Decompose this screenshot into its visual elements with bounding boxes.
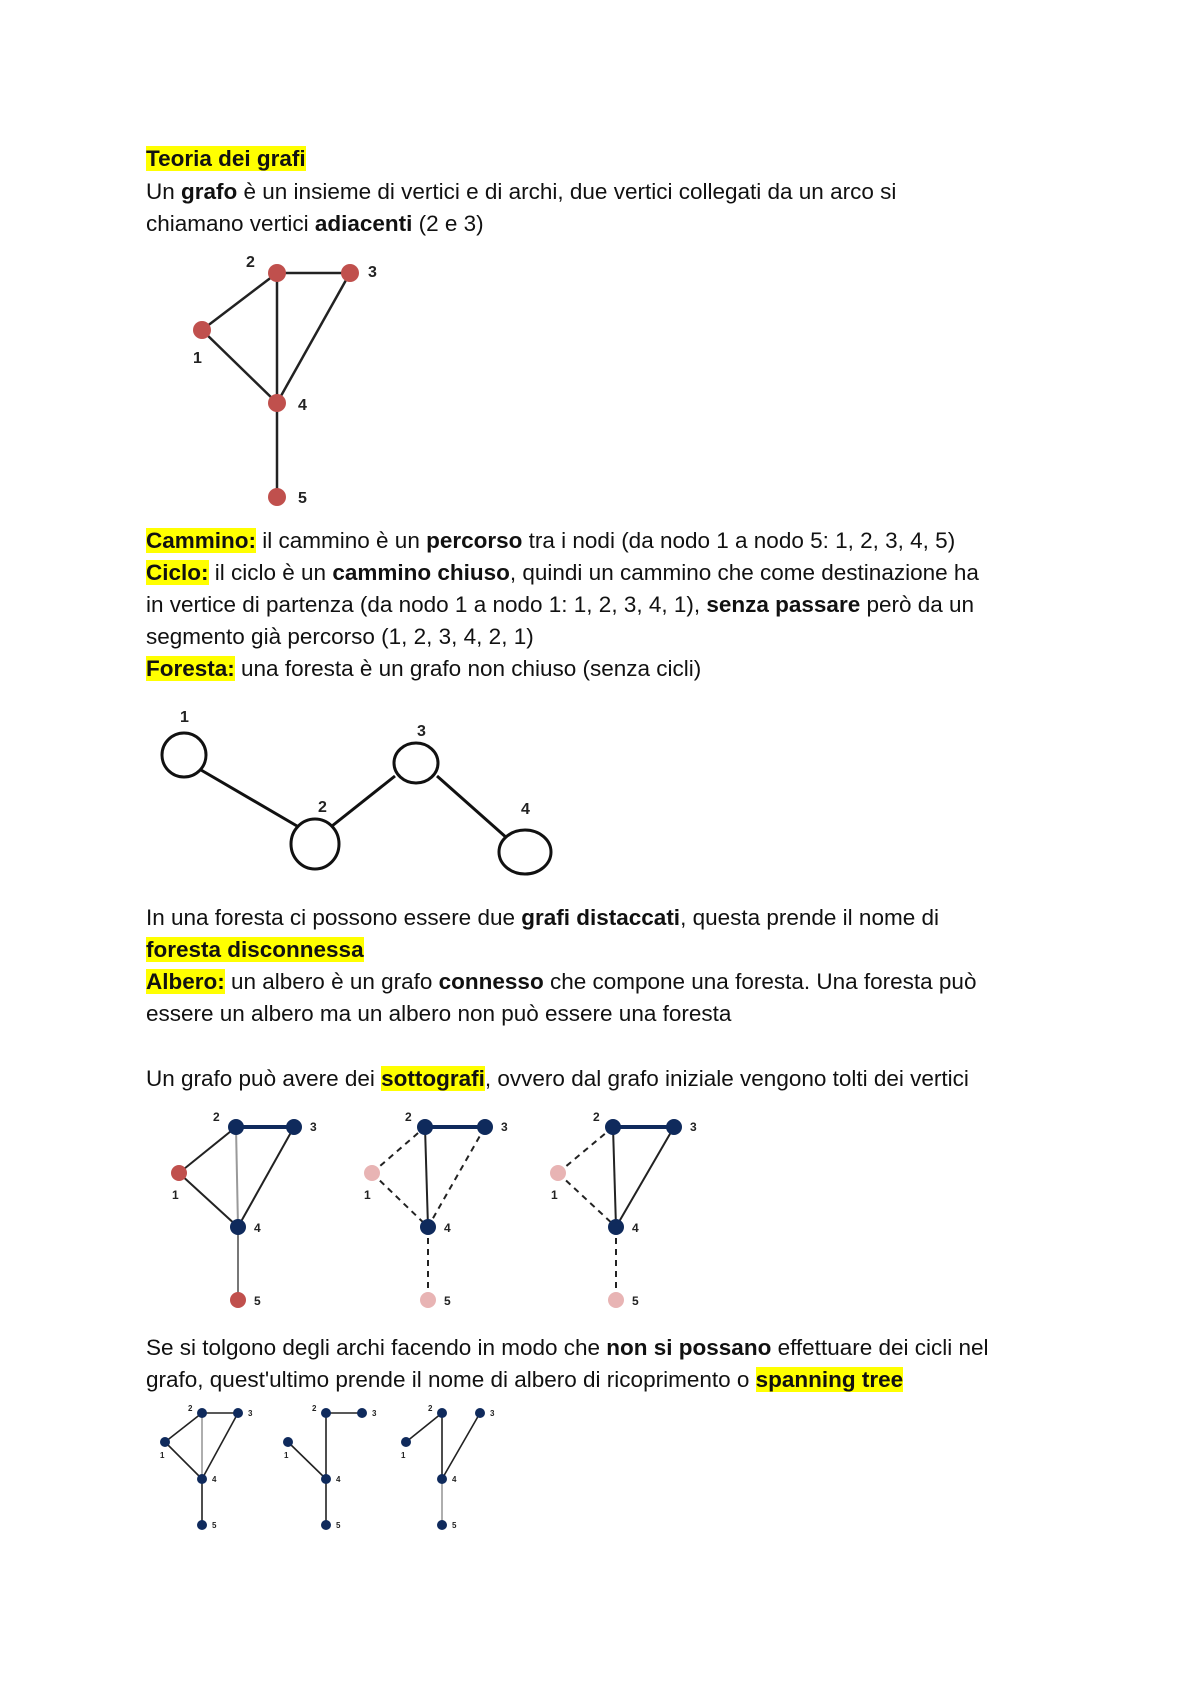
node-label-4: 4: [444, 1221, 451, 1235]
text: segmento già percorso (1, 2, 3, 4, 2, 1): [146, 624, 534, 649]
node-label-2: 2: [213, 1110, 220, 1124]
grafo-definition-line-2: [146, 208, 484, 240]
text: tra i nodi (da nodo 1 a nodo 5: 1, 2, 3, 4, 5): [522, 528, 956, 553]
node-2: [228, 1119, 244, 1135]
node-2: [268, 264, 286, 282]
edge-1-4: [372, 1173, 428, 1227]
edge-2-4: [425, 1127, 428, 1227]
text: una foresta è un grafo non chiuso (senza cicli): [234, 656, 702, 681]
node-4: [608, 1219, 624, 1235]
subgraph-a: [171, 1110, 317, 1308]
forest-diagram: [0, 700, 600, 880]
node-3: [666, 1119, 682, 1135]
term-adiacenti: adiacenti: [314, 211, 413, 236]
foresta-line: [146, 653, 701, 685]
node-label-5: 5: [444, 1294, 451, 1308]
node-3: [341, 264, 359, 282]
edge-1-2: [201, 770, 297, 826]
node-label-4: 4: [521, 801, 530, 818]
albero-line-2: [146, 998, 731, 1030]
node-4: [499, 830, 551, 874]
term-grafi-distaccati: grafi distaccati: [521, 905, 681, 930]
node-label-2: 2: [246, 254, 255, 271]
node-label-3: 3: [690, 1120, 697, 1134]
node-label-3: 3: [490, 1409, 495, 1418]
edge-3-4: [442, 1413, 480, 1479]
edge-1-2: [558, 1127, 613, 1173]
term-cammino: Cammino:: [146, 528, 257, 553]
node-label-2: 2: [188, 1404, 193, 1413]
sottografi-line: [146, 1063, 969, 1095]
text: Un: [146, 179, 182, 204]
node-2: [417, 1119, 433, 1135]
edge-1-2: [202, 273, 277, 330]
text: il ciclo è un: [208, 560, 333, 585]
node-label-1: 1: [172, 1188, 179, 1202]
graph-diagram-1: [0, 245, 420, 515]
node-label-2: 2: [405, 1110, 412, 1124]
ciclo-line-3: [146, 621, 534, 653]
edge-2-4: [236, 1127, 238, 1227]
node-2: [291, 819, 339, 869]
text: è un insieme di vertici e di archi, due vertici collegati da un arco si: [237, 179, 897, 204]
edge-1-2: [179, 1127, 236, 1173]
node-label-1: 1: [401, 1451, 406, 1460]
node-1: [162, 733, 206, 777]
term-albero: Albero:: [146, 969, 225, 994]
node-label-4: 4: [298, 397, 307, 414]
node-4: [268, 394, 286, 412]
node-label-1: 1: [551, 1188, 558, 1202]
node-2: [197, 1408, 207, 1418]
node-5: [230, 1292, 246, 1308]
term-foresta-disconnessa: foresta disconnessa: [146, 937, 364, 962]
grafo-definition-line-1: [146, 176, 896, 208]
text: Un grafo può avere dei: [146, 1066, 382, 1091]
edge-1-2: [372, 1127, 425, 1173]
text: effettuare dei cicli nel: [771, 1335, 989, 1360]
edge-1-4: [288, 1442, 326, 1479]
node-2: [437, 1408, 447, 1418]
node-3: [475, 1408, 485, 1418]
node-1: [550, 1165, 566, 1181]
text: un albero è un grafo: [224, 969, 439, 994]
edge-1-4: [165, 1442, 202, 1479]
edge-1-4: [202, 330, 277, 403]
node-5: [321, 1520, 331, 1530]
node-label-4: 4: [254, 1221, 261, 1235]
node-5: [420, 1292, 436, 1308]
node-3: [394, 743, 438, 783]
node-label-1: 1: [193, 350, 202, 367]
text: il cammino è un: [256, 528, 427, 553]
node-1: [401, 1437, 411, 1447]
spanning-tree-c: [401, 1404, 495, 1530]
node-label-2: 2: [318, 799, 327, 816]
node-label-5: 5: [632, 1294, 639, 1308]
node-label-5: 5: [212, 1521, 217, 1530]
spanning-tree-b: [283, 1404, 377, 1530]
node-1: [364, 1165, 380, 1181]
node-label-3: 3: [417, 723, 426, 740]
node-4: [197, 1474, 207, 1484]
edge-1-4: [179, 1173, 238, 1227]
node-label-5: 5: [254, 1294, 261, 1308]
node-2: [605, 1119, 621, 1135]
term-ciclo: Ciclo:: [146, 560, 209, 585]
node-label-4: 4: [452, 1475, 457, 1484]
node-1: [193, 321, 211, 339]
node-label-3: 3: [501, 1120, 508, 1134]
node-4: [230, 1219, 246, 1235]
edge-3-4: [616, 1127, 674, 1227]
term-grafo: grafo: [181, 179, 238, 204]
node-1: [171, 1165, 187, 1181]
text: chiamano vertici: [146, 211, 315, 236]
subgraph-diagrams: [0, 1100, 760, 1320]
node-label-2: 2: [312, 1404, 317, 1413]
node-5: [268, 488, 286, 506]
text: in vertice di partenza (da nodo 1 a nodo 1: 1, 2, 3, 4, 1),: [146, 592, 707, 617]
cammino-line: [146, 525, 955, 557]
node-4: [420, 1219, 436, 1235]
node-4: [437, 1474, 447, 1484]
term-connesso: connesso: [438, 969, 544, 994]
albero-line-1: [146, 966, 976, 998]
node-2: [321, 1408, 331, 1418]
edge-1-4: [558, 1173, 616, 1227]
text: In una foresta ci possono essere due: [146, 905, 522, 930]
node-3: [286, 1119, 302, 1135]
spanning-line-1: [146, 1332, 989, 1364]
node-label-2: 2: [593, 1110, 600, 1124]
title-line: [146, 143, 306, 175]
node-5: [608, 1292, 624, 1308]
edge-3-4: [428, 1127, 485, 1227]
term-spanning-tree: spanning tree: [755, 1367, 904, 1392]
edge-3-4: [277, 273, 350, 403]
node-1: [283, 1437, 293, 1447]
page-title: Teoria dei grafi: [146, 146, 306, 171]
text: essere un albero ma un albero non può essere una foresta: [146, 1001, 732, 1026]
term-senza-passare: senza passare: [706, 592, 861, 617]
node-label-3: 3: [368, 264, 377, 281]
text: , questa prende il nome di: [680, 905, 939, 930]
edge-3-4: [202, 1413, 238, 1479]
node-label-5: 5: [298, 490, 307, 507]
term-cammino-chiuso: cammino chiuso: [332, 560, 510, 585]
edge-1-2: [406, 1413, 442, 1442]
node-label-5: 5: [452, 1521, 457, 1530]
term-sottografi: sottografi: [381, 1066, 485, 1091]
node-3: [357, 1408, 367, 1418]
node-5: [437, 1520, 447, 1530]
node-label-3: 3: [310, 1120, 317, 1134]
text: Se si tolgono degli archi facendo in modo che: [146, 1335, 607, 1360]
foresta-disconnessa-line-2: [146, 934, 364, 966]
node-3: [233, 1408, 243, 1418]
text: , quindi un cammino che come destinazione ha: [509, 560, 979, 585]
node-label-3: 3: [248, 1409, 253, 1418]
text: grafo, quest'ultimo prende il nome di albero di ricoprimento o: [146, 1367, 756, 1392]
node-label-5: 5: [336, 1521, 341, 1530]
text: , ovvero dal grafo iniziale vengono tolti dei vertici: [484, 1066, 969, 1091]
term-foresta: Foresta:: [146, 656, 235, 681]
term-non-si-possano: non si possano: [606, 1335, 772, 1360]
node-label-4: 4: [336, 1475, 341, 1484]
node-label-1: 1: [364, 1188, 371, 1202]
edge-2-3: [332, 776, 395, 826]
ciclo-line-1: [146, 557, 979, 589]
node-5: [197, 1520, 207, 1530]
foresta-disconnessa-line-1: [146, 902, 939, 934]
edge-2-4: [613, 1127, 616, 1227]
node-label-4: 4: [212, 1475, 217, 1484]
edge-3-4: [238, 1127, 294, 1227]
text: però da un: [860, 592, 975, 617]
subgraph-b: [364, 1110, 508, 1308]
edge-3-4: [437, 776, 508, 839]
spanning-line-2: [146, 1364, 903, 1396]
node-label-4: 4: [632, 1221, 639, 1235]
spanning-tree-a: [160, 1404, 253, 1530]
text: che compone una foresta. Una foresta può: [543, 969, 977, 994]
node-label-1: 1: [160, 1451, 165, 1460]
node-label-1: 1: [180, 709, 189, 726]
ciclo-line-2: [146, 589, 974, 621]
node-label-2: 2: [428, 1404, 433, 1413]
spanning-tree-diagrams: [0, 1400, 560, 1540]
term-percorso: percorso: [426, 528, 523, 553]
node-3: [477, 1119, 493, 1135]
text: (2 e 3): [412, 211, 484, 236]
subgraph-c: [550, 1110, 697, 1308]
edge-1-2: [165, 1413, 202, 1442]
node-4: [321, 1474, 331, 1484]
node-label-1: 1: [284, 1451, 289, 1460]
node-1: [160, 1437, 170, 1447]
node-label-3: 3: [372, 1409, 377, 1418]
